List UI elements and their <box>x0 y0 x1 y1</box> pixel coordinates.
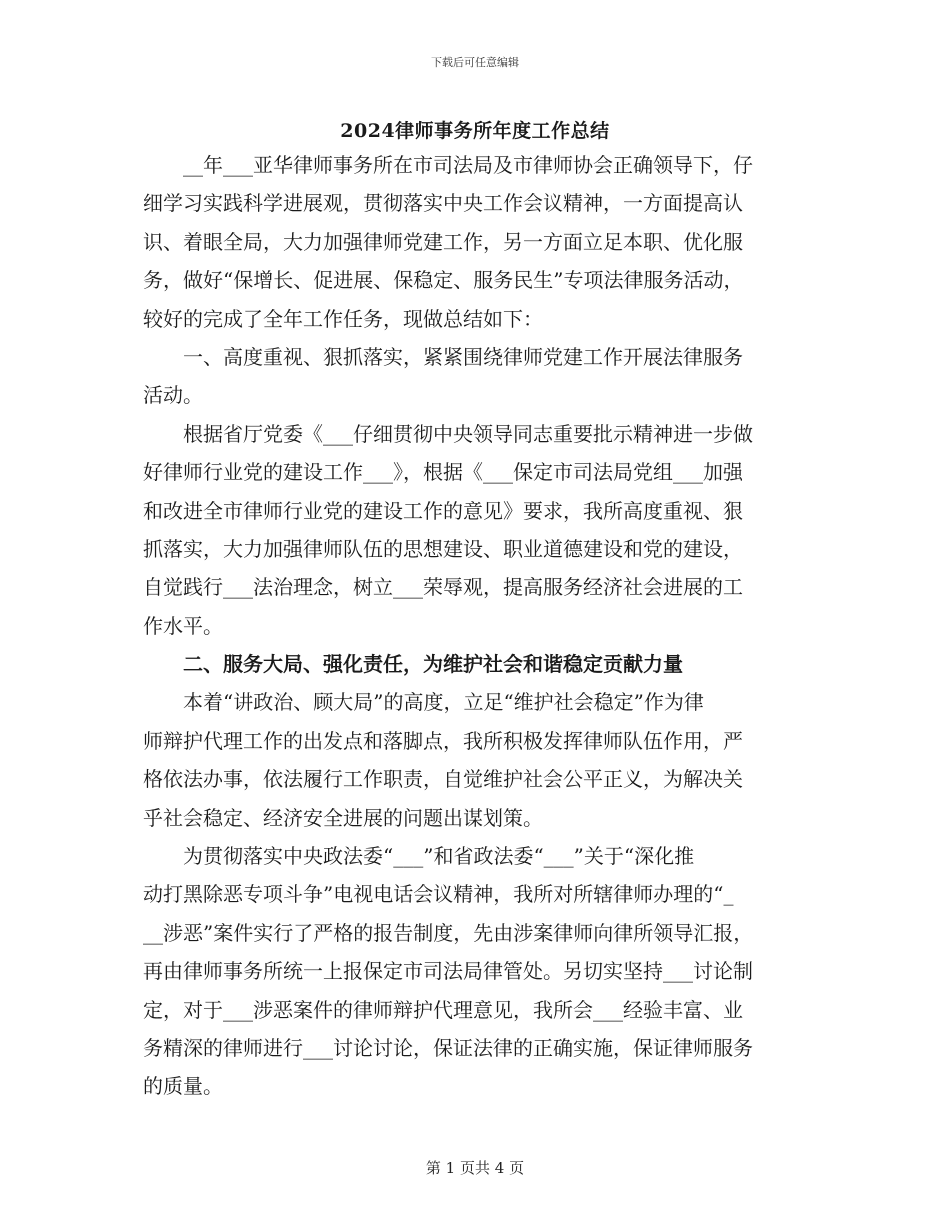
body-line: 细学习实践科学进展观，贯彻落实中央工作会议精神，一方面提高认 <box>143 191 743 216</box>
body-line: 务精深的律师进行___讨论讨论，保证法律的正确实施，保证律师服务 <box>143 1035 753 1060</box>
body-line: 好律师行业党的建设工作___》，根据《___保定市司法局党组___加强 <box>143 460 743 485</box>
section-heading-2: 二、服务大局、强化责任，为维护社会和谐稳定贡献力量 <box>183 652 683 677</box>
body-line: 作水平。 <box>143 613 223 638</box>
body-line: 抓落实，大力加强律师队伍的思想建设、职业道德建设和党的建设， <box>143 536 743 561</box>
body-line: 动打黑除恶专项斗争”电视电话会议精神，我所对所辖律师办理的“_ <box>143 882 734 907</box>
body-line: 较好的完成了全年工作任务，现做总结如下： <box>143 306 543 331</box>
document-title: 2024律师事务所年度工作总结 <box>340 120 610 142</box>
body-line: 的质量。 <box>143 1074 223 1099</box>
body-line: 再由律师事务所统一上报保定市司法局律管处。另切实坚持___讨论制 <box>143 959 753 984</box>
body-line: 和改进全市律师行业党的建设工作的意见》要求，我所高度重视、狠 <box>143 498 743 523</box>
body-line: 自觉践行___法治理念，树立___荣辱观，提高服务经济社会进展的工 <box>143 575 743 600</box>
body-line: 定，对于___涉恶案件的律师辩护代理意见，我所会___经验丰富、业 <box>143 997 743 1022</box>
body-line: 格依法办事，依法履行工作职责，自觉维护社会公平正义，为解决关 <box>143 767 743 792</box>
body-line: 务，做好“保增长、促进展、保稳定、服务民生”专项法律服务活动， <box>143 268 744 293</box>
body-line: 本着“讲政治、顾大局”的高度，立足“维护社会稳定”作为律 <box>183 690 704 715</box>
body-line: __涉恶”案件实行了严格的报告制度，先由涉案律师向律所领导汇报， <box>143 920 754 945</box>
body-line: 识、着眼全局，大力加强律师党建工作，另一方面立足本职、优化服 <box>143 229 743 254</box>
body-line: 师辩护代理工作的出发点和落脚点，我所积极发挥律师队伍作用，严 <box>143 728 743 753</box>
page-footer: 第 1 页共 4 页 <box>425 1159 525 1177</box>
body-line: 乎社会稳定、经济安全进展的问题出谋划策。 <box>143 805 543 830</box>
section-heading-1: 一、高度重视、狠抓落实，紧紧围绕律师党建工作开展法律服务 <box>183 344 743 369</box>
body-line: 为贯彻落实中央政法委“___”和省政法委“___”关于“深化推 <box>183 844 695 869</box>
header-note: 下载后可任意编辑 <box>431 56 519 69</box>
body-line: __年___亚华律师事务所在市司法局及市律师协会正确领导下，仔 <box>183 153 753 177</box>
body-line: 根据省厅党委《___仔细贯彻中央领导同志重要批示精神进一步做 <box>183 421 753 446</box>
body-line: 活动。 <box>143 383 203 408</box>
document-body <box>143 146 807 1106</box>
